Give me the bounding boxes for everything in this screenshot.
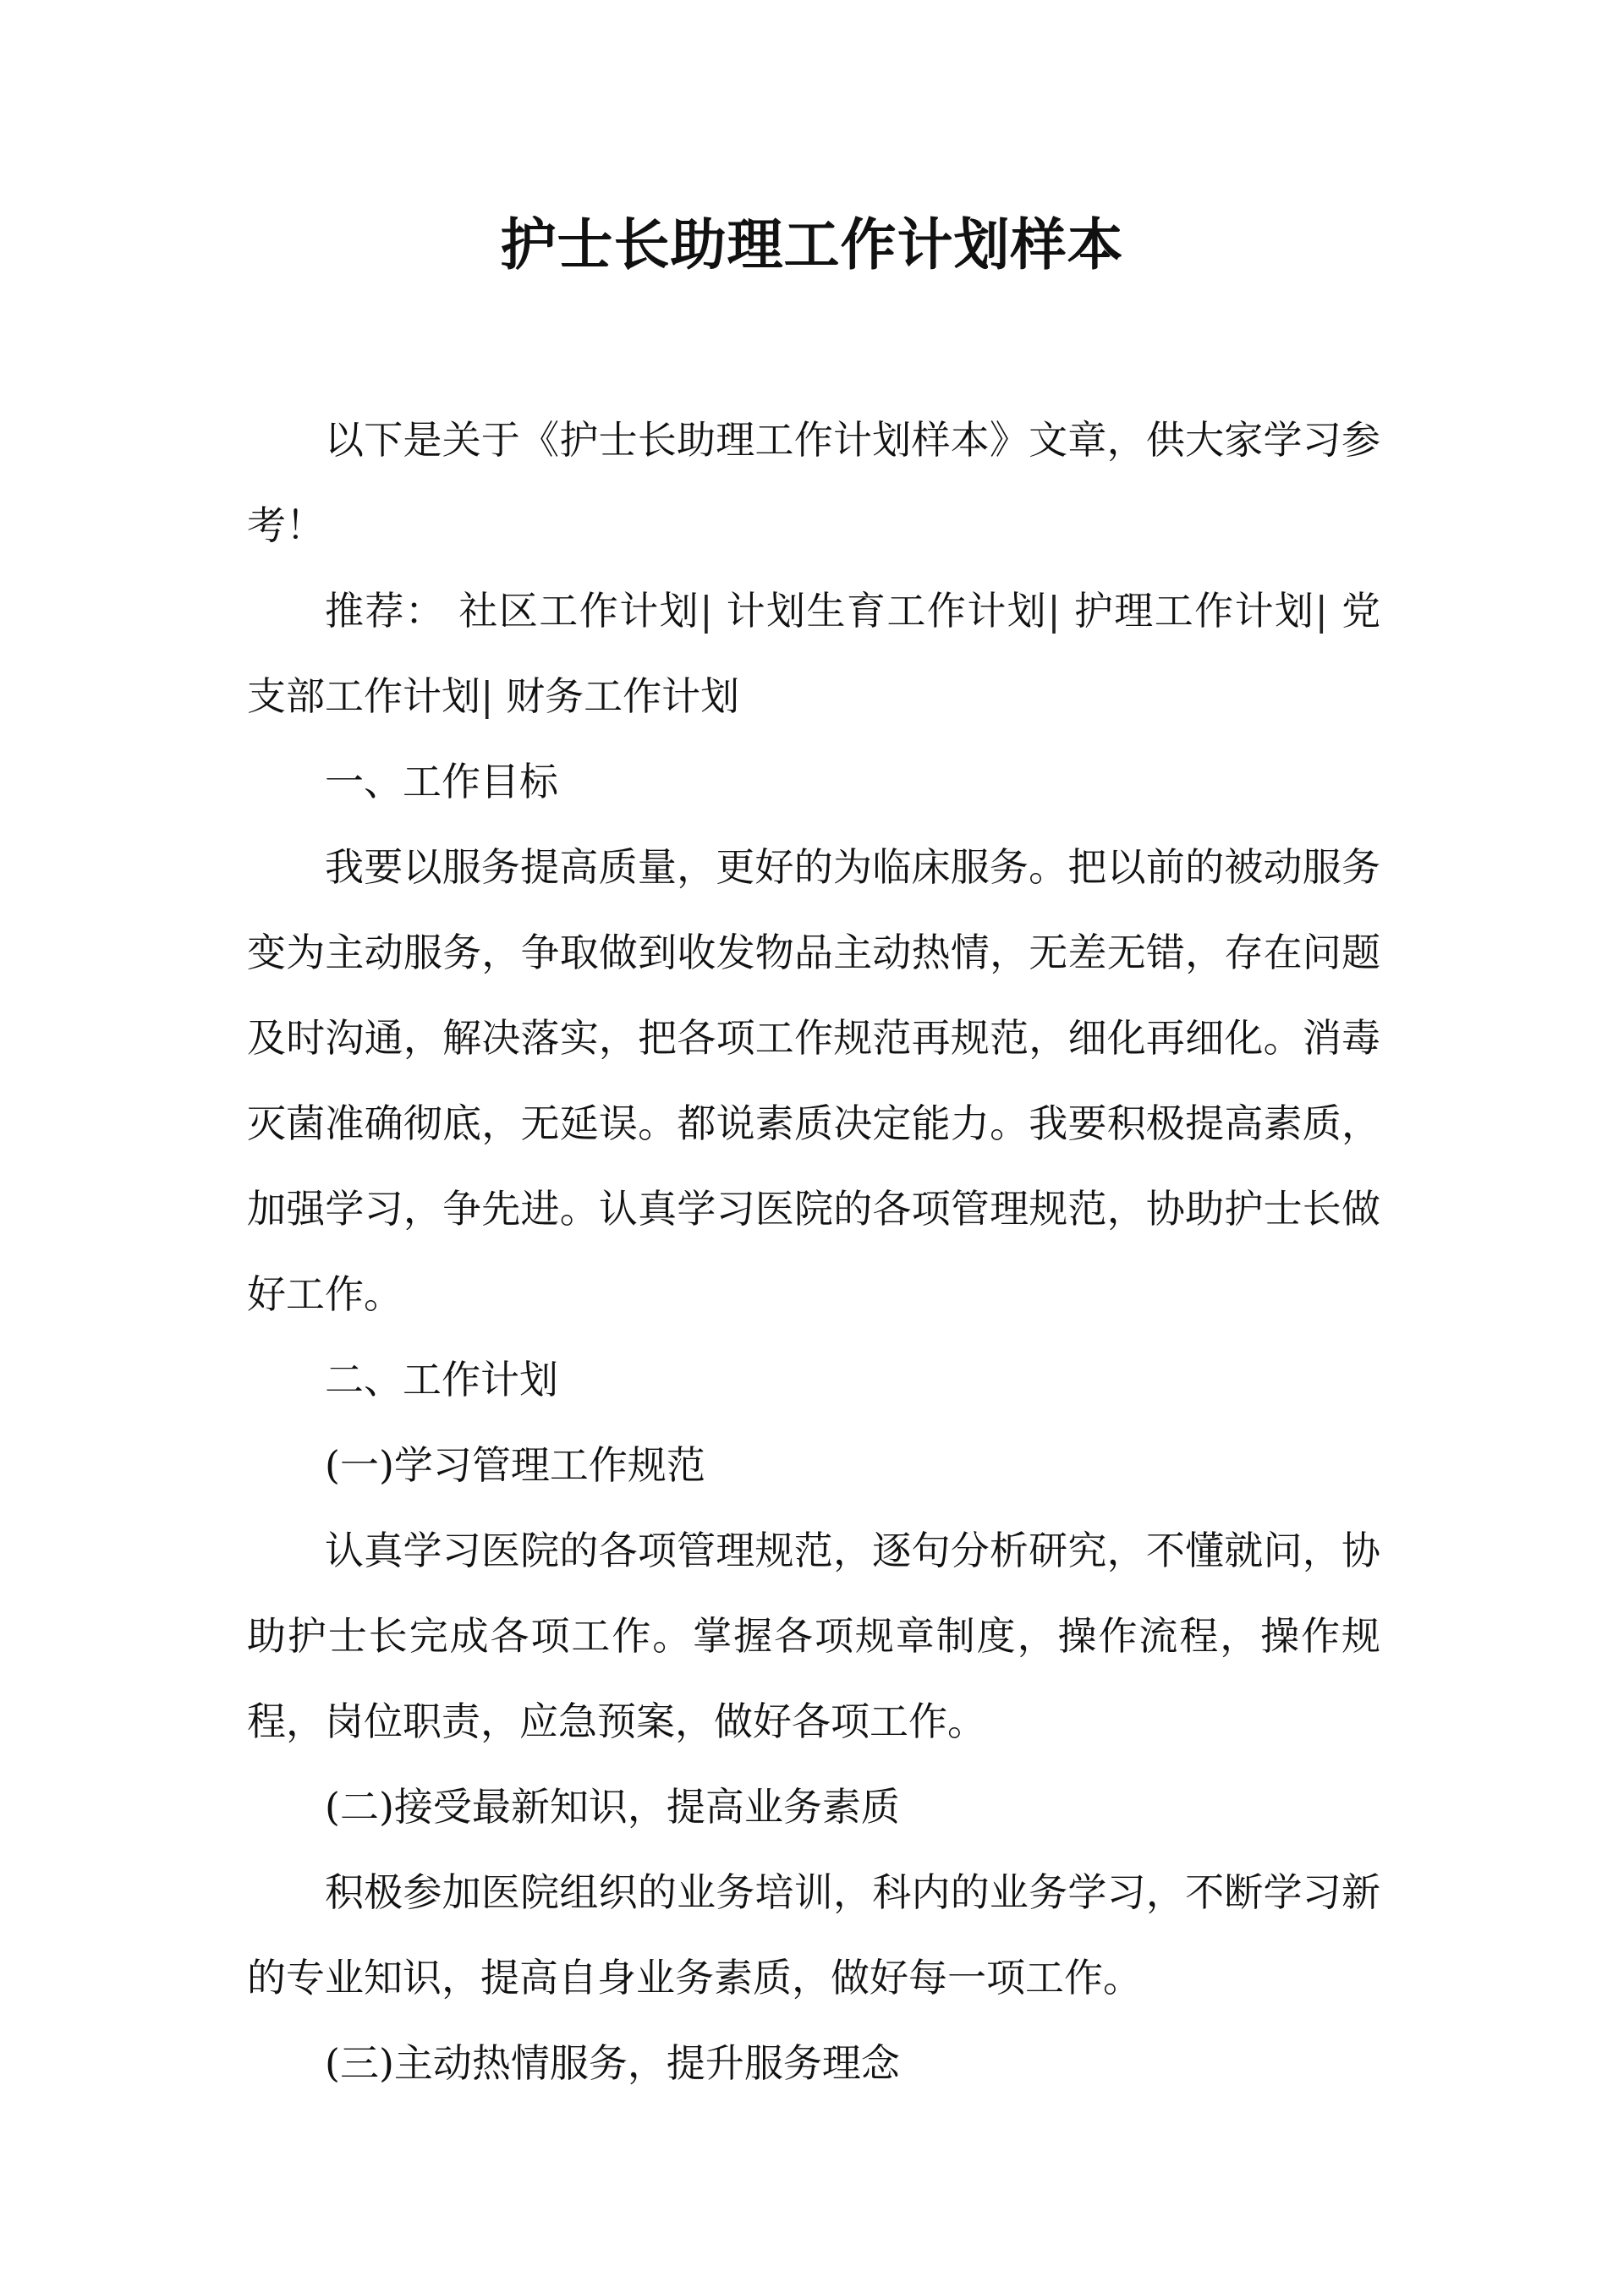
body-paragraph: 我要以服务提高质量，更好的为临床服务。把以前的被动服务变为主动服务，争取做到收发物品主动热情，无差无错，存在问题及时沟通，解决落实，把各项工作规范再规范，细化再细化。消毒灭菌准确彻底，无延误。都说素质决定能力。我要积极提高素质，加强学习，争先进。认真学习医院的各项管理规范，协助护士长做好工作。 [247,844,1380,1317]
subsection-heading: (二)接受最新知识，提高业务素质 [325,1784,900,1830]
recommend-link[interactable]: 党支部工作计划 [247,588,1381,719]
recommend-link[interactable]: 计划生育工作计划 [726,588,1048,634]
section-heading: 一、工作目标 [325,759,558,804]
body-paragraph: 认真学习医院的各项管理规范，逐句分析研究，不懂就问，协助护士长完成各项工作。掌握各项规章制度，操作流程，操作规程，岗位职责，应急预案，做好各项工作。 [247,1528,1380,1744]
recommend-separator: | [1314,588,1328,634]
body-paragraph: 积极参加医院组织的业务培训，科内的业务学习，不断学习新的专业知识，提高自身业务素质，做好每一项工作。 [247,1869,1380,2000]
recommend-separator: | [700,588,713,634]
recommend-label: 推荐： [325,588,446,634]
document-body [247,398,1380,2106]
recommend-paragraph [247,568,1380,739]
document-title: 护士长助理工作计划样本 [500,212,1124,277]
recommend-separator: | [480,673,494,719]
intro-paragraph: 以下是关于《护士长助理工作计划样本》文章，供大家学习参考！ [247,417,1380,548]
recommend-link[interactable]: 财务工作计划 [506,673,740,719]
subsection-heading: (三)主动热情服务，提升服务理念 [325,2040,900,2086]
subsection-heading: (一)学习管理工作规范 [325,1442,705,1488]
recommend-separator: | [1047,588,1061,634]
recommend-link[interactable]: 社区工作计划 [458,588,700,634]
recommend-link[interactable]: 护理工作计划 [1073,588,1315,634]
section-heading: 二、工作计划 [325,1357,558,1402]
